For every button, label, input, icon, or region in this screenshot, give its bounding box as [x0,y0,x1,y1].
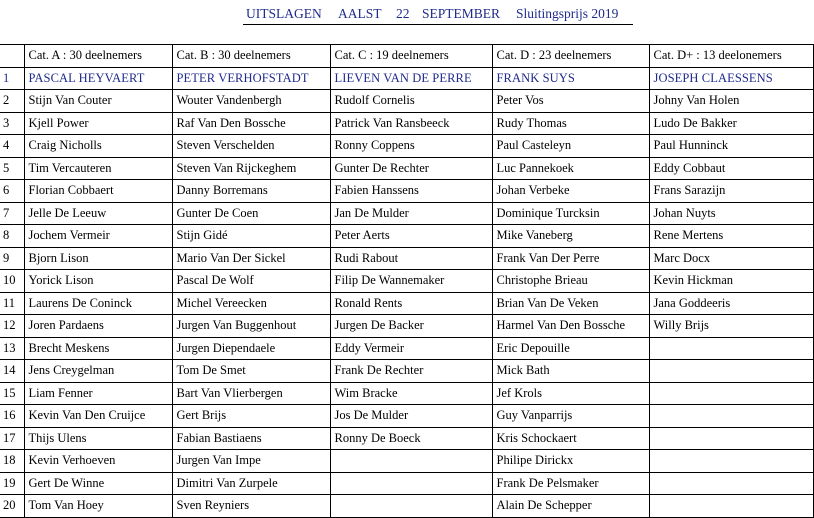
participant-cell [649,382,813,405]
participant-cell: Stijn Van Couter [24,90,172,113]
table-row [0,315,813,338]
participant-cell [330,495,492,518]
participant-cell [649,495,813,518]
participant-cell: Kevin Hickman [649,270,813,293]
participant-cell: Steven Verschelden [172,135,330,158]
participant-cell: Michel Vereecken [172,292,330,315]
participant-cell: Brian Van De Veken [492,292,649,315]
participant-cell: Johny Van Holen [649,90,813,113]
participant-cell: Sven Reyniers [172,495,330,518]
header-underline [243,24,633,25]
participant-cell: Alain De Schepper [492,495,649,518]
rank-cell: 10 [0,270,24,293]
participant-cell: Tom Van Hoey [24,495,172,518]
rank-cell: 11 [0,292,24,315]
participant-cell: Guy Vanparrijs [492,405,649,428]
table-row [0,202,813,225]
participant-cell: Frank De Rechter [330,360,492,383]
header-day: 22 [396,6,410,21]
participant-cell [649,337,813,360]
participant-cell: Bart Van Vlierbergen [172,382,330,405]
table-row [0,337,813,360]
participant-cell: Dominique Turcksin [492,202,649,225]
participant-cell: Fabian Bastiaens [172,427,330,450]
participant-cell [649,405,813,428]
participant-cell: Ludo De Bakker [649,112,813,135]
participant-cell: Peter Vos [492,90,649,113]
participant-cell: Rene Mertens [649,225,813,248]
rank-cell: 12 [0,315,24,338]
participant-cell: Kevin Van Den Cruijce [24,405,172,428]
participant-cell: Gunter De Coen [172,202,330,225]
table-row [0,450,813,473]
rank-cell: 16 [0,405,24,428]
participant-cell [649,450,813,473]
participant-cell: Brecht Meskens [24,337,172,360]
participant-cell: Fabien Hanssens [330,180,492,203]
participant-cell: PASCAL HEYVAERT [24,67,172,90]
participant-cell: Jan De Mulder [330,202,492,225]
header-title-word: UITSLAGEN [246,6,322,21]
table-header-row [0,45,813,68]
rank-cell: 9 [0,247,24,270]
participant-cell: Marc Docx [649,247,813,270]
participant-cell: Tom De Smet [172,360,330,383]
participant-cell: Stijn Gidé [172,225,330,248]
results-table [0,44,814,518]
participant-cell: Kris Schockaert [492,427,649,450]
table-row [0,90,813,113]
participant-cell: Gert De Winne [24,472,172,495]
table-row [0,495,813,518]
participant-cell: Kjell Power [24,112,172,135]
participant-cell: Craig Nicholls [24,135,172,158]
participant-cell: Mario Van Der Sickel [172,247,330,270]
participant-cell: Ronny Coppens [330,135,492,158]
rank-cell: 1 [0,67,24,90]
participant-cell: Thijs Ulens [24,427,172,450]
participant-cell: Gert Brijs [172,405,330,428]
participant-cell: LIEVEN VAN DE PERRE [330,67,492,90]
rank-cell: 17 [0,427,24,450]
rank-cell: 8 [0,225,24,248]
participant-cell: Paul Hunninck [649,135,813,158]
table-row [0,382,813,405]
table-row [0,427,813,450]
participant-cell: JOSEPH CLAESSENS [649,67,813,90]
participant-cell: Johan Verbeke [492,180,649,203]
participant-cell: Jens Creygelman [24,360,172,383]
participant-cell: Frans Sarazijn [649,180,813,203]
rank-cell: 3 [0,112,24,135]
participant-cell: Jos De Mulder [330,405,492,428]
table-row [0,225,813,248]
column-header-cat-d: Cat. D : 23 deelnemers [492,45,649,68]
participant-cell [330,450,492,473]
results-body [0,67,813,517]
participant-cell: PETER VERHOFSTADT [172,67,330,90]
rank-cell: 15 [0,382,24,405]
participant-cell: Filip De Wannemaker [330,270,492,293]
participant-cell: Eddy Cobbaut [649,157,813,180]
participant-cell: Harmel Van Den Bossche [492,315,649,338]
participant-cell: Raf Van Den Bossche [172,112,330,135]
participant-cell: Laurens De Coninck [24,292,172,315]
participant-cell [649,427,813,450]
participant-cell: Luc Pannekoek [492,157,649,180]
participant-cell: Mike Vaneberg [492,225,649,248]
rank-cell: 14 [0,360,24,383]
participant-cell: Rudolf Cornelis [330,90,492,113]
participant-cell: Jochem Vermeir [24,225,172,248]
participant-cell: Jef Krols [492,382,649,405]
rank-cell: 7 [0,202,24,225]
participant-cell: Philipe Dirickx [492,450,649,473]
participant-cell: Tim Vercauteren [24,157,172,180]
table-row [0,135,813,158]
participant-cell: Eric Depouille [492,337,649,360]
table-row [0,270,813,293]
rank-cell: 20 [0,495,24,518]
participant-cell: Kevin Verhoeven [24,450,172,473]
rank-cell: 4 [0,135,24,158]
table-row [0,157,813,180]
participant-cell: Peter Aerts [330,225,492,248]
rank-cell: 18 [0,450,24,473]
participant-cell: Joren Pardaens [24,315,172,338]
participant-cell: Frank Van Der Perre [492,247,649,270]
rank-cell: 6 [0,180,24,203]
table-row [0,67,813,90]
participant-cell: Eddy Vermeir [330,337,492,360]
participant-cell: Johan Nuyts [649,202,813,225]
participant-cell: Rudy Thomas [492,112,649,135]
header-event: Sluitingsprijs 2019 [516,6,619,21]
column-header-cat-a: Cat. A : 30 deelnemers [24,45,172,68]
participant-cell: Frank De Pelsmaker [492,472,649,495]
participant-cell: Wim Bracke [330,382,492,405]
table-row [0,405,813,428]
table-row [0,360,813,383]
rank-cell: 19 [0,472,24,495]
rank-cell: 13 [0,337,24,360]
participant-cell [330,472,492,495]
participant-cell: Willy Brijs [649,315,813,338]
participant-cell: Jurgen De Backer [330,315,492,338]
table-row [0,247,813,270]
participant-cell: Ronald Rents [330,292,492,315]
participant-cell: Pascal De Wolf [172,270,330,293]
participant-cell: Jelle De Leeuw [24,202,172,225]
table-row [0,112,813,135]
participant-cell: Gunter De Rechter [330,157,492,180]
table-row [0,472,813,495]
participant-cell: FRANK SUYS [492,67,649,90]
participant-cell: Wouter Vandenbergh [172,90,330,113]
participant-cell [649,360,813,383]
participant-cell: Dimitri Van Zurpele [172,472,330,495]
participant-cell: Steven Van Rijckeghem [172,157,330,180]
participant-cell: Patrick Van Ransbeeck [330,112,492,135]
table-row [0,292,813,315]
rank-column-header [0,45,24,68]
participant-cell: Christophe Brieau [492,270,649,293]
participant-cell: Rudi Rabout [330,247,492,270]
participant-cell: Mick Bath [492,360,649,383]
participant-cell: Bjorn Lison [24,247,172,270]
page-header [0,6,814,26]
participant-cell: Jurgen Diependaele [172,337,330,360]
participant-cell: Ronny De Boeck [330,427,492,450]
participant-cell: Yorick Lison [24,270,172,293]
rank-cell: 2 [0,90,24,113]
participant-cell: Jurgen Van Impe [172,450,330,473]
header-location: AALST [338,6,382,21]
participant-cell: Paul Casteleyn [492,135,649,158]
table-row [0,180,813,203]
column-header-cat-b: Cat. B : 30 deelnemers [172,45,330,68]
participant-cell [649,472,813,495]
column-header-cat-c: Cat. C : 19 deelnemers [330,45,492,68]
header-month: SEPTEMBER [422,6,501,21]
participant-cell: Florian Cobbaert [24,180,172,203]
participant-cell: Liam Fenner [24,382,172,405]
participant-cell: Jana Goddeeris [649,292,813,315]
participant-cell: Jurgen Van Buggenhout [172,315,330,338]
rank-cell: 5 [0,157,24,180]
participant-cell: Danny Borremans [172,180,330,203]
column-header-cat-d-plus: Cat. D+ : 13 deelonemers [649,45,813,68]
